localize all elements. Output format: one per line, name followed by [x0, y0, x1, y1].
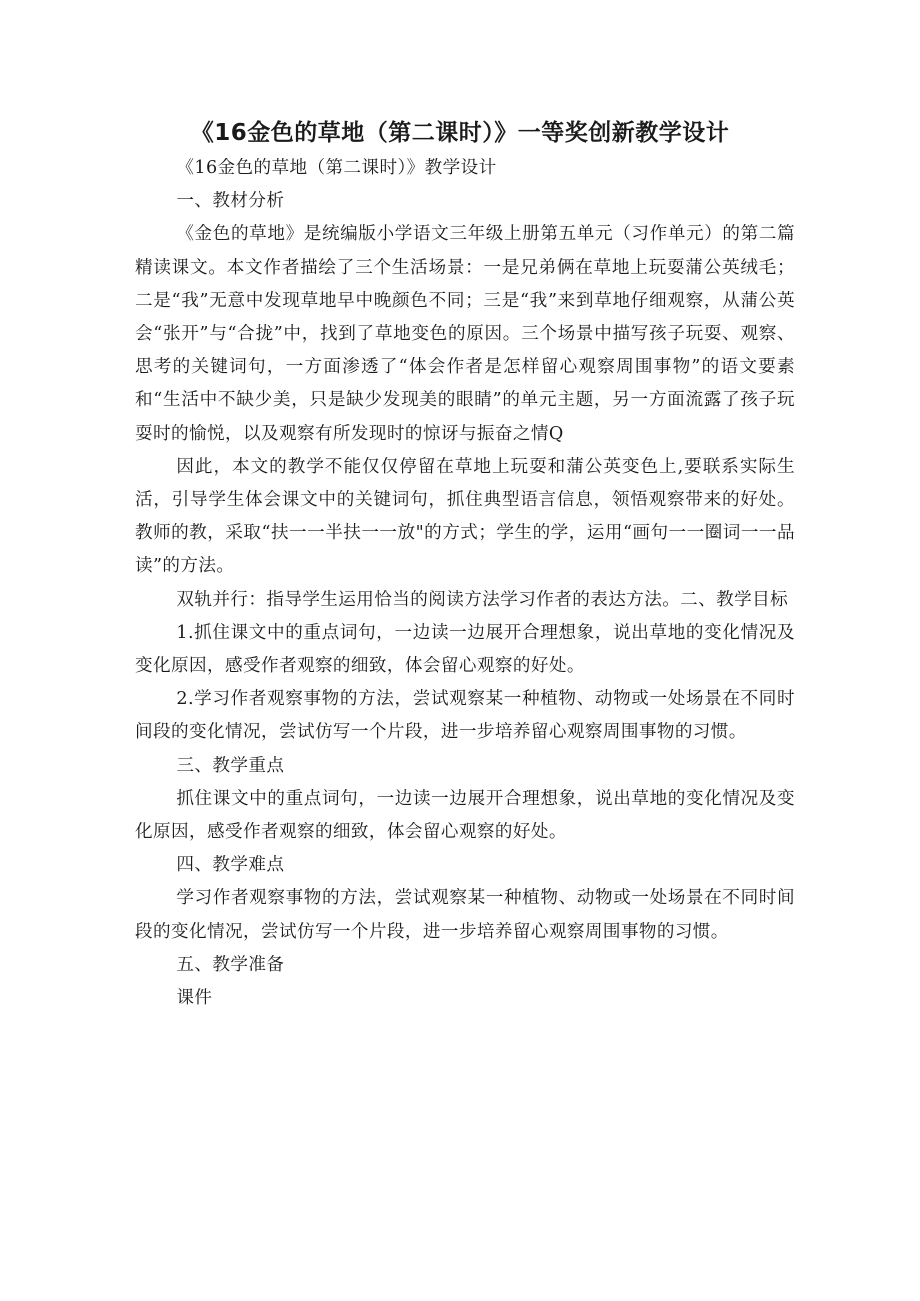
- paragraph-textbook-analysis: 《金色的草地》是统编版小学语文三年级上册第五单元（习作单元）的第二篇精读课文。本文作者描绘了三个生活场景：一是兄弟俩在草地上玩耍蒲公英绒毛；二是“我”无意中发现草地早中晚颜色不同；三是“我”来到草地仔细观察，从蒲公英会“张开”与“合拢”中，找到了草地变色的原因。三个场景中描写孩子玩耍、观察、思考的关键词句，一方面渗透了“体会作者是怎样留心观察周围事物”的语文要素和“生活中不缺少美，只是缺少发现美的眼睛”的单元主题，另一方面流露了孩子玩耍时的愉悦，以及观察有所发现时的惊讶与振奋之情Q: [135, 224, 795, 444]
- document-title: 《16金色的草地（第二课时）》一等奖创新教学设计: [190, 120, 730, 146]
- section-heading-key-points: 三、教学重点: [176, 755, 285, 776]
- paragraph-difficulties: 学习作者观察事物的方法，尝试观察某一种植物、动物或一处场景在不同时间段的变化情况，尝试仿写一个片段，进一步培养留心观察周围事物的习惯。: [135, 888, 795, 942]
- paragraph-key-points: 抓住课文中的重点词句，一边读一边展开合理想象，说出草地的变化情况及变化原因，感受作者观察的细致，体会留心观察的好处。: [135, 788, 795, 843]
- document-body: [135, 152, 795, 1015]
- section-heading-preparation: 五、教学准备: [176, 954, 285, 975]
- objective-2: 2.学习作者观察事物的方法，尝试观察某一种植物、动物或一处场景在不同时间段的变化情况，尝试仿写一个片段，进一步培养留心观察周围事物的习惯。: [135, 689, 795, 743]
- paragraph-preparation: 课件: [176, 988, 213, 1009]
- paragraph-dual-track: 双轨并行：指导学生运用恰当的阅读方法学习作者的表达方法。二、教学目标: [176, 589, 789, 610]
- section-heading-textbook-analysis: 一、教材分析: [176, 191, 285, 212]
- section-heading-difficulties: 四、教学难点: [176, 855, 285, 876]
- paragraph-teaching-approach: 因此，本文的教学不能仅仅停留在草地上玩耍和蒲公英变色上,要联系实际生活，引导学生体会课文中的关键词句，抓住典型语言信息，领悟观察带来的好处。教师的教，采取“扶一一半扶一一放"的方式；学生的学，运用“画句一一圈词一一品读”的方法。: [135, 456, 795, 577]
- objective-1: 1.抓住课文中的重点词句，一边读一边展开合理想象，说出草地的变化情况及变化原因，感受作者观察的细致，体会留心观察的好处。: [135, 622, 795, 677]
- subtitle: 《16金色的草地（第二课时）》教学设计: [176, 158, 497, 178]
